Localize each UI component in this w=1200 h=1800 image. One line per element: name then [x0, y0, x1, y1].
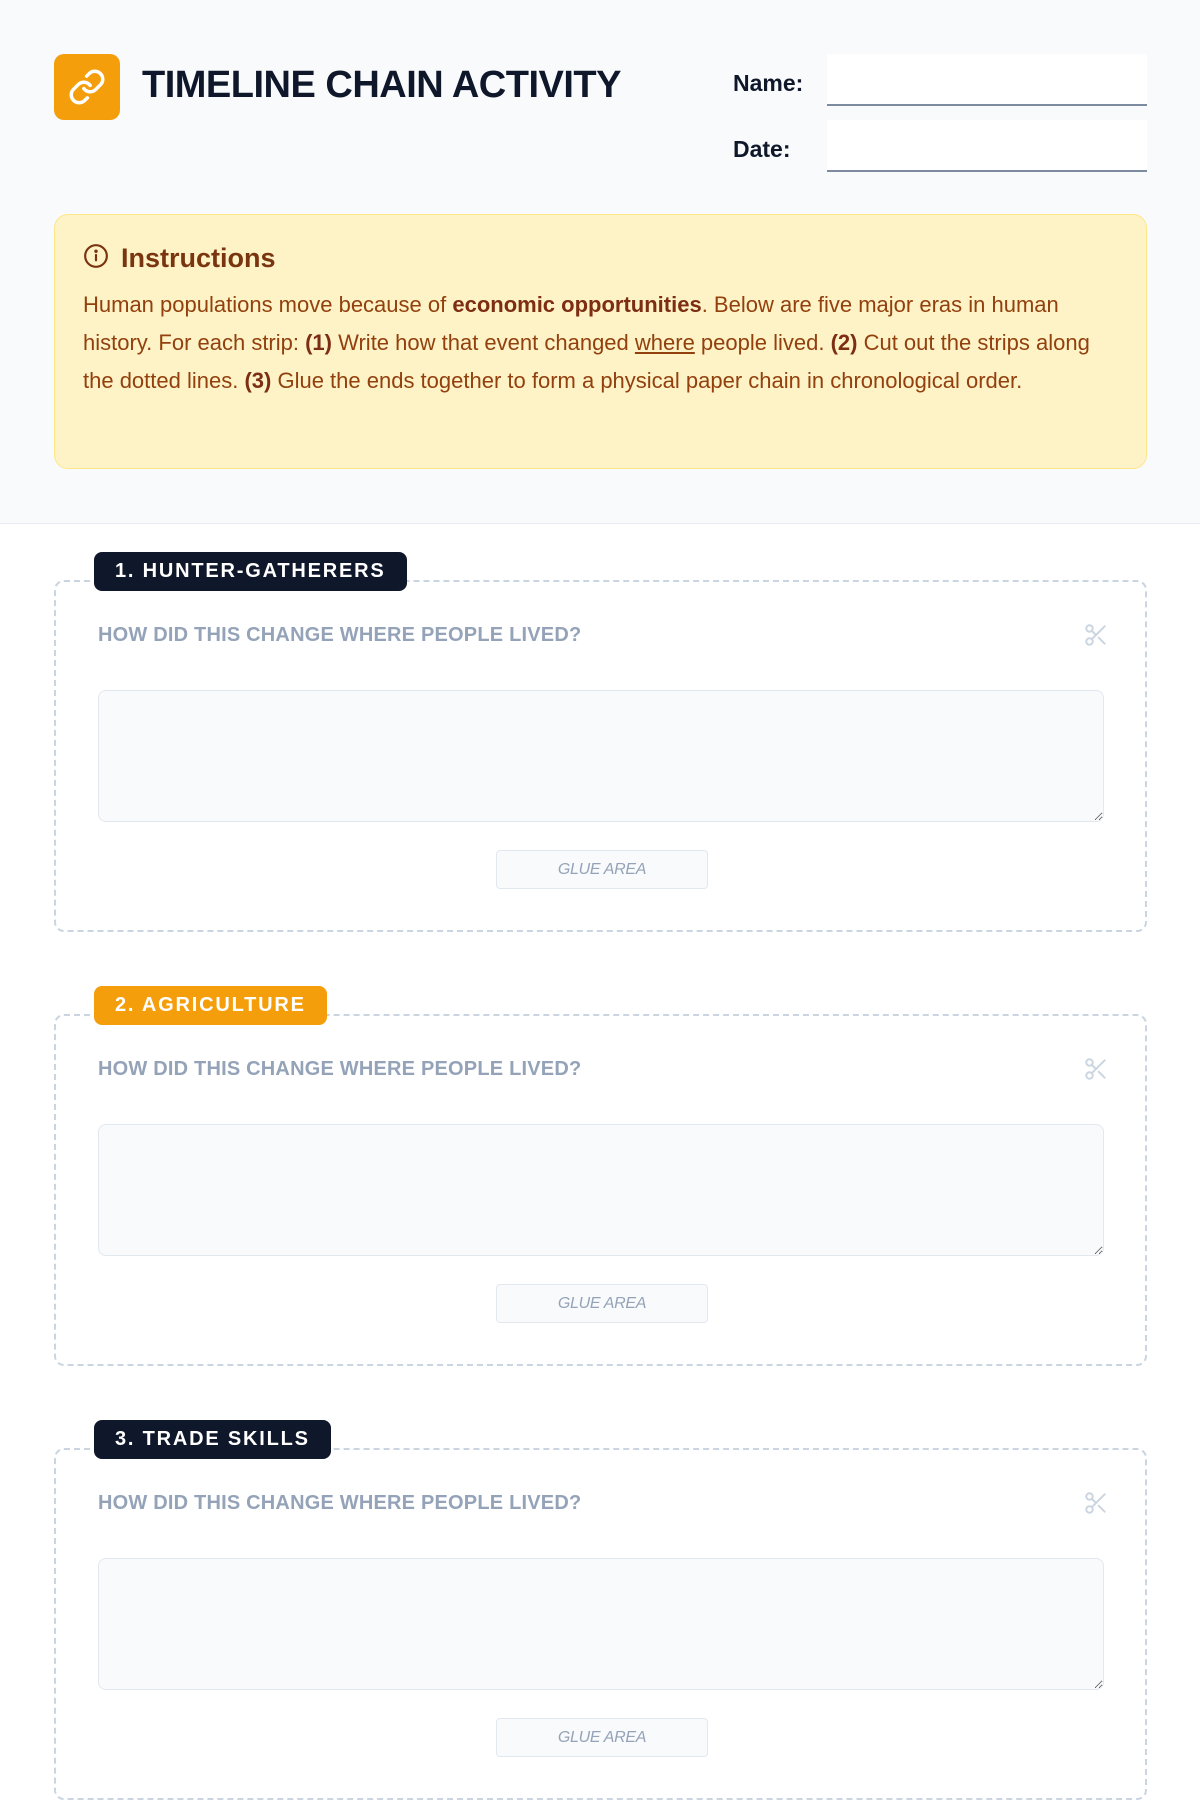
strip-question: HOW DID THIS CHANGE WHERE PEOPLE LIVED?	[98, 624, 582, 646]
date-field[interactable]	[827, 120, 1147, 172]
date-label: Date:	[733, 136, 791, 162]
strip-question: HOW DID THIS CHANGE WHERE PEOPLE LIVED?	[98, 1058, 582, 1080]
instructions-segment: Write how that event changed	[332, 330, 635, 355]
instructions-header	[83, 243, 1118, 274]
answer-box[interactable]	[98, 1558, 1104, 1690]
worksheet-header	[0, 0, 1200, 524]
cut-strip	[54, 1014, 1147, 1366]
info-icon	[83, 243, 109, 274]
era-label-badge: 3. TRADE SKILLS	[94, 1420, 331, 1459]
instructions-underline: where	[634, 330, 695, 355]
chain-link-icon	[54, 54, 120, 120]
name-label: Name:	[733, 70, 804, 96]
glue-area: GLUE AREA	[496, 850, 708, 889]
instructions-segment: people lived.	[694, 330, 831, 355]
scissors-icon	[1083, 1490, 1109, 1521]
era-label-badge: 1. HUNTER-GATHERERS	[94, 552, 407, 591]
instructions-emphasis: (1)	[305, 330, 332, 355]
glue-area: GLUE AREA	[496, 1718, 708, 1757]
cut-strip	[54, 1448, 1147, 1800]
instructions-text	[83, 286, 1118, 400]
instructions-segment: Human populations move because of	[83, 292, 453, 317]
answer-box[interactable]	[98, 1124, 1104, 1256]
instructions-emphasis: (3)	[244, 368, 272, 393]
scissors-icon	[1083, 622, 1109, 653]
instructions-segment: Glue the ends together to form a physical paper chain in chronological order.	[271, 368, 1023, 393]
instructions-title: Instructions	[121, 243, 276, 273]
name-field[interactable]	[827, 54, 1147, 106]
instructions-panel	[54, 214, 1147, 469]
page-title: TIMELINE CHAIN ACTIVITY	[142, 64, 621, 106]
scissors-icon	[1083, 1056, 1109, 1087]
era-label-badge: 2. AGRICULTURE	[94, 986, 327, 1025]
answer-box[interactable]	[98, 690, 1104, 822]
instructions-segment: . Below are five major eras in human history. For each strip:	[83, 292, 1059, 355]
strip-question: HOW DID THIS CHANGE WHERE PEOPLE LIVED?	[98, 1492, 582, 1514]
instructions-emphasis: economic opportunities	[452, 292, 702, 317]
glue-area: GLUE AREA	[496, 1284, 708, 1323]
cut-strip	[54, 580, 1147, 932]
instructions-segment: Cut out the strips along the dotted lines.	[83, 330, 1090, 393]
instructions-emphasis: (2)	[830, 330, 858, 355]
